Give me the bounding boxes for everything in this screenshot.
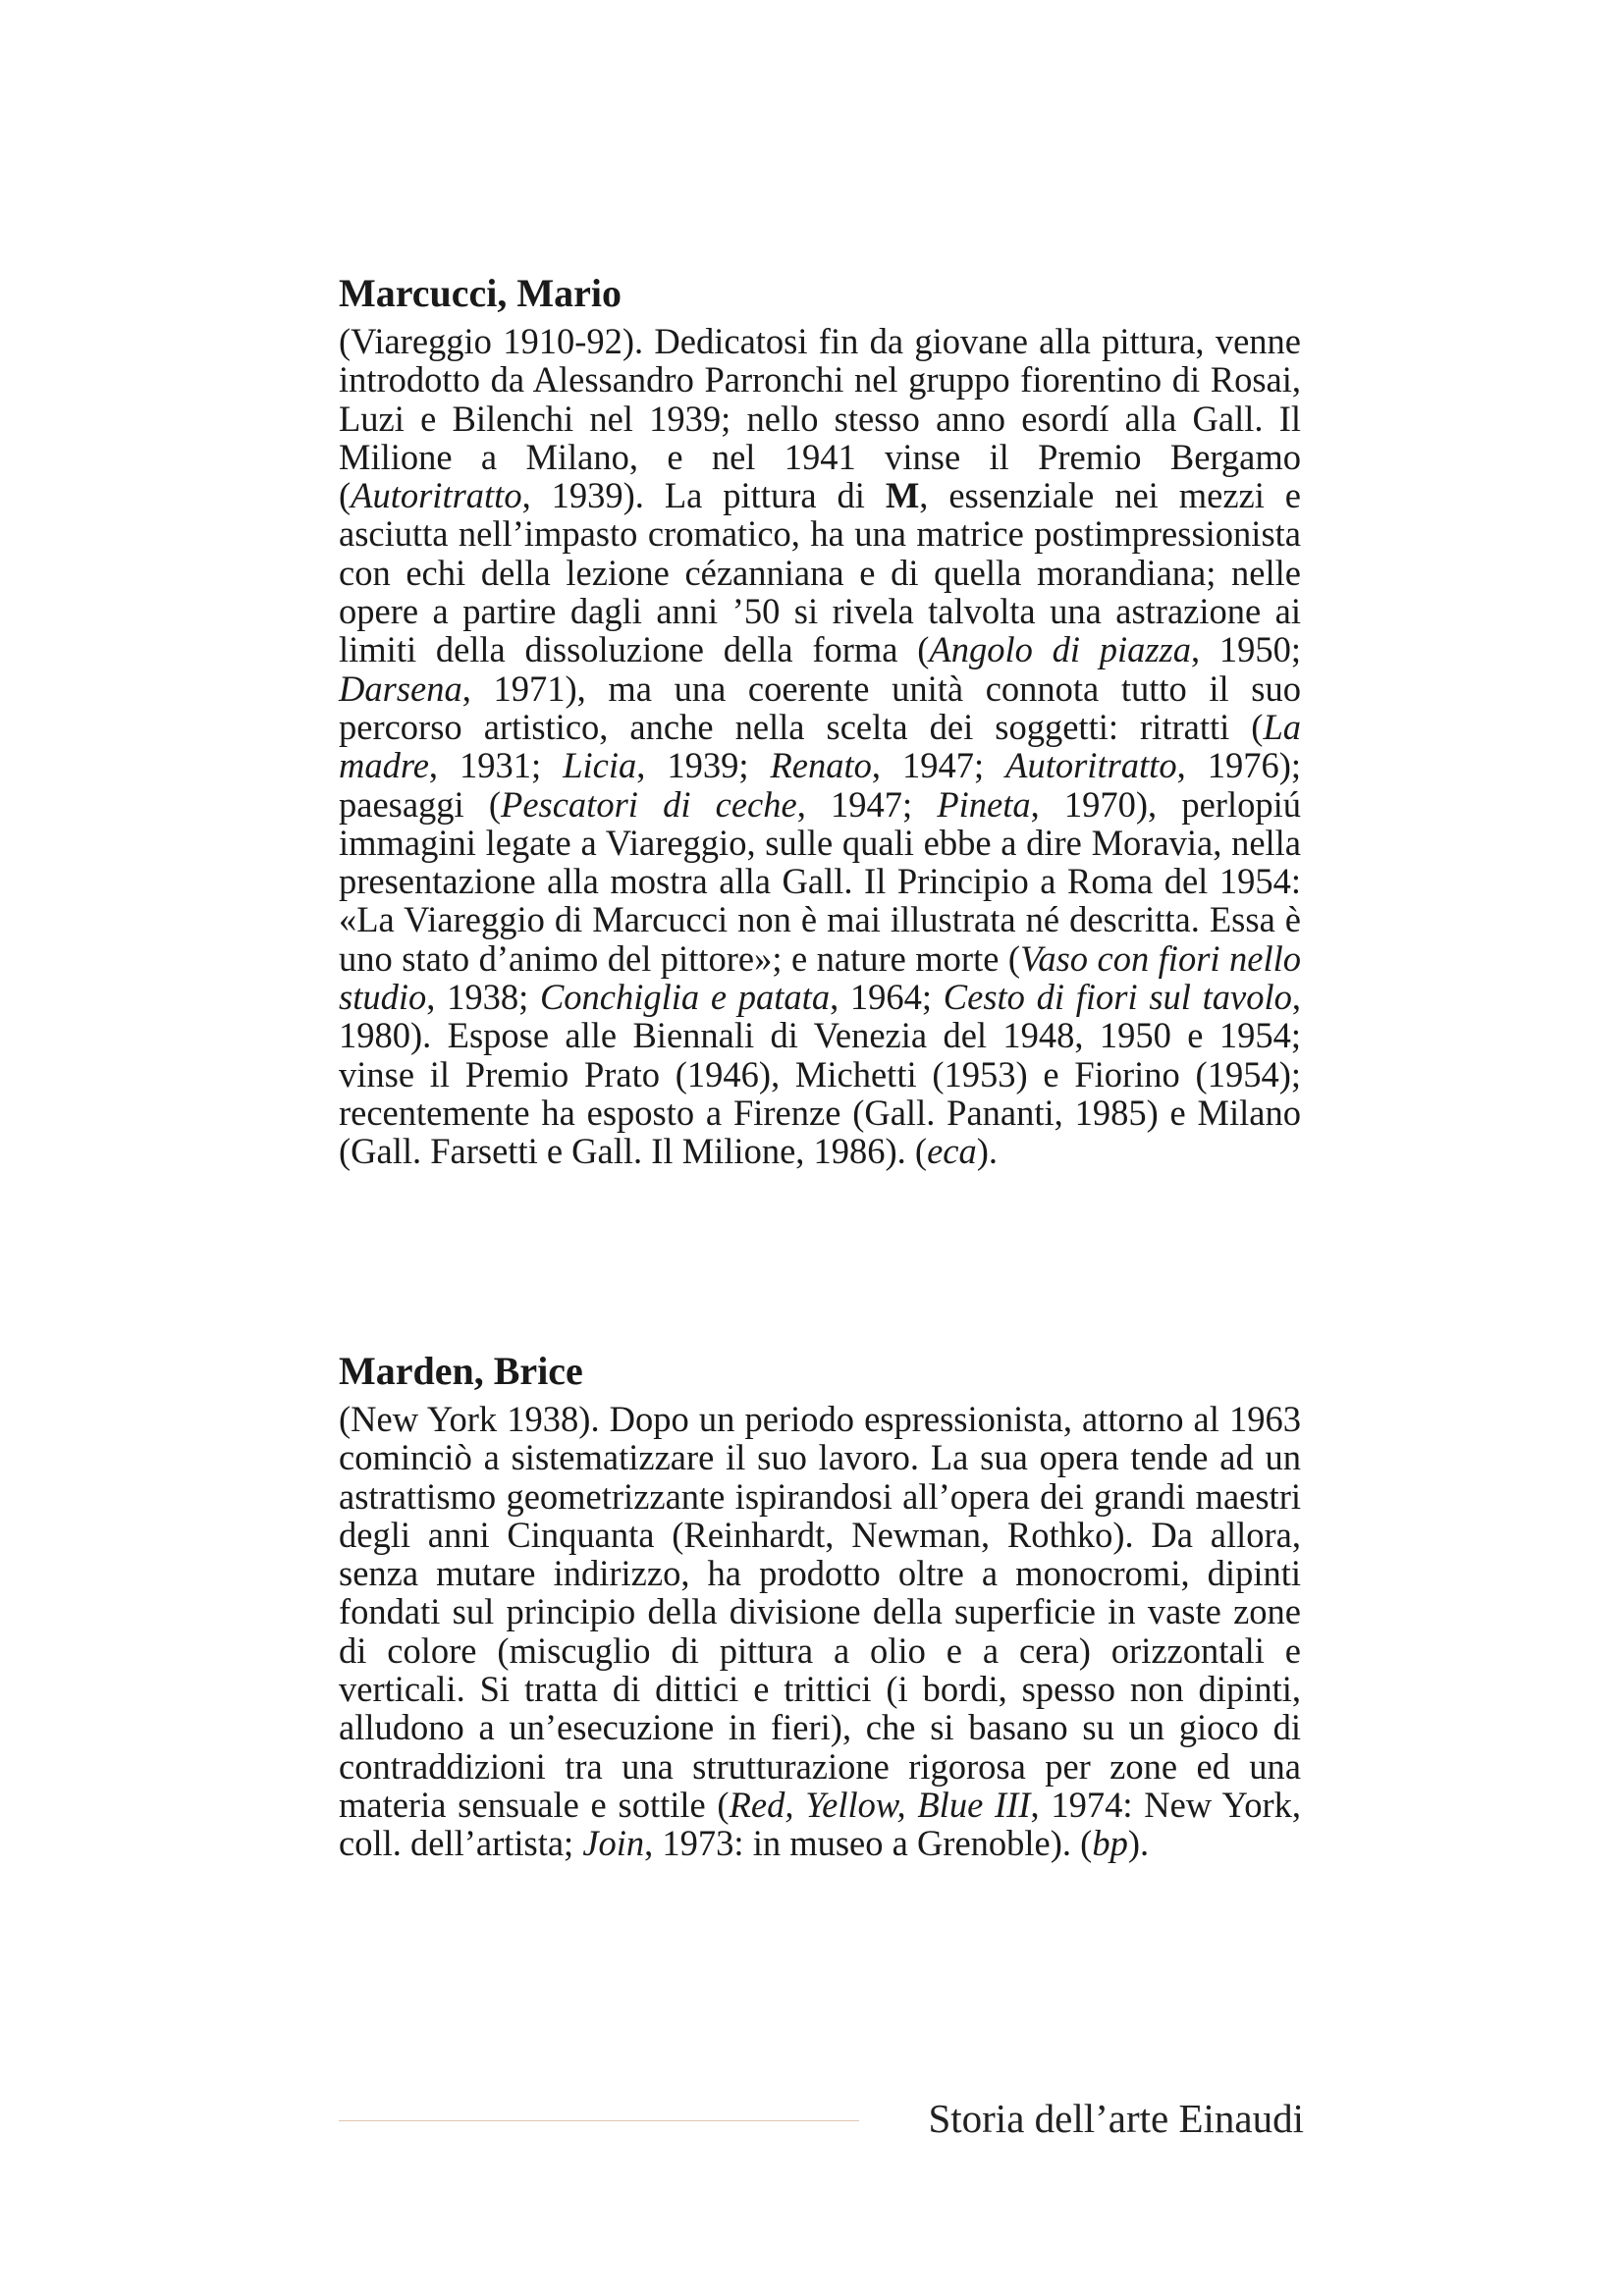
body-text: (New York 1938). Dopo un periodo espressionista, attorno al 1963 cominciò a sistematizzare il suo lavoro. La sua opera tende ad un astrattismo geometrizzante ispirandosi all’opera dei grandi maestri degli anni Cinquanta (Reinhardt, Newman, Rothko). Da allora, senza mutare indirizzo, ha prodotto oltre a monocromi, dipinti fondati sul principio della divisione della superficie in vaste zone di colore (miscuglio di pittura a olio e a cera) orizzontali e verticali. Si tratta di dittici e trittici (i bordi, spesso non dipinti, alludono a un’esecuzione in fieri), che si basano su un gioco di contraddizioni tra una strutturazione rigorosa per zone ed una materia sensuale e sottile ( — [339, 1399, 1301, 1825]
body-text: , 1970), perlopiú immagini legate a Viareggio, sulle quali ebbe a dire Moravia, nella presentazione alla mostra alla Gall. Il Principio a Roma del 1954: «La Viareggio di Marcucci non è mai illustrata né descritta. Essa è uno stato d’animo del pittore»; e nature morte ( — [339, 783, 1301, 979]
body-text: , 1976); paesaggi ( — [339, 745, 1301, 825]
body-text: , essenziale nei mezzi e asciutta nell’impasto cromatico, ha una matrice postimpressionista con echi della lezione cézanniana e di quella morandiana; nelle opere a partire dagli anni ’50 si rivela talvolta una astrazione ai limiti della dissoluzione della forma ( — [339, 475, 1301, 670]
italic-text: eca — [927, 1131, 977, 1172]
entry-body — [339, 322, 1301, 1171]
body-text: , 1971), ma una coerente unità connota tutto il suo percorso artistico, anche nella scelta dei soggetti: ritratti ( — [339, 667, 1301, 747]
body-text: , 1931; — [428, 745, 564, 786]
body-text: , 1938; — [426, 977, 540, 1018]
body-text: , 1947; — [796, 783, 938, 825]
body-text: , 1980). Espose alle Biennali di Venezia del 1948, 1950 e 1954; vinse il Premio Prato (1946), Michetti (1953) e Fiorino (1954); recentemente ha esposto a Firenze (Gall. Pananti, 1985) e Milano (Gall. Farsetti e Gall. Il Milione, 1986). ( — [339, 977, 1301, 1172]
body-text: , 1974: New York, coll. dell’artista; — [339, 1784, 1301, 1864]
italic-text: Pineta — [937, 783, 1031, 825]
body-text: , 1939; — [636, 745, 771, 786]
italic-text: La madre — [339, 706, 1301, 786]
italic-text: Conchiglia e patata — [539, 977, 831, 1018]
italic-text: Autoritratto — [351, 475, 522, 516]
italic-text: Red, Yellow, Blue III — [729, 1784, 1031, 1825]
footer-rule — [339, 2120, 859, 2121]
body-text: , 1973: in museo a Grenoble). ( — [644, 1823, 1093, 1864]
body-text: , 1939). La pittura di — [521, 475, 886, 516]
body-text: ). — [976, 1131, 999, 1172]
entry-marcucci — [339, 267, 1301, 1171]
body-text: , 1950; — [1191, 629, 1301, 670]
body-text: ). — [1127, 1823, 1150, 1864]
italic-text: Cesto di fiori sul tavolo — [943, 977, 1292, 1018]
bold-text: M — [885, 475, 920, 516]
italic-text: Pescatori di ceche — [501, 783, 797, 825]
entry-marden — [339, 1345, 1301, 1863]
body-text: , 1947; — [871, 745, 1006, 786]
italic-text: Angolo di piazza — [929, 629, 1191, 670]
italic-text: Join — [582, 1823, 645, 1864]
italic-text: Autoritratto — [1005, 745, 1177, 786]
italic-text: Darsena — [339, 667, 462, 709]
italic-text: Vaso con fiori nello studio — [339, 937, 1301, 1018]
italic-text: Licia — [563, 745, 637, 786]
entry-body — [339, 1400, 1301, 1863]
italic-text: Renato — [770, 745, 872, 786]
entry-title: Marden, Brice — [339, 1349, 583, 1393]
body-text: , 1964; — [830, 977, 944, 1018]
footer-title: Storia dell’arte Einaudi — [928, 2096, 1304, 2141]
entry-title: Marcucci, Mario — [339, 271, 622, 315]
body-text: (Viareggio 1910-92). Dedicatosi fin da giovane alla pittura, venne introdotto da Alessandro Parronchi nel gruppo fiorentino di Rosai, Luzi e Bilenchi nel 1939; nello stesso anno esordí alla Gall. Il Milione a Milano, e nel 1941 vinse il Premio Bergamo ( — [339, 321, 1301, 516]
italic-text: bp — [1092, 1823, 1128, 1864]
